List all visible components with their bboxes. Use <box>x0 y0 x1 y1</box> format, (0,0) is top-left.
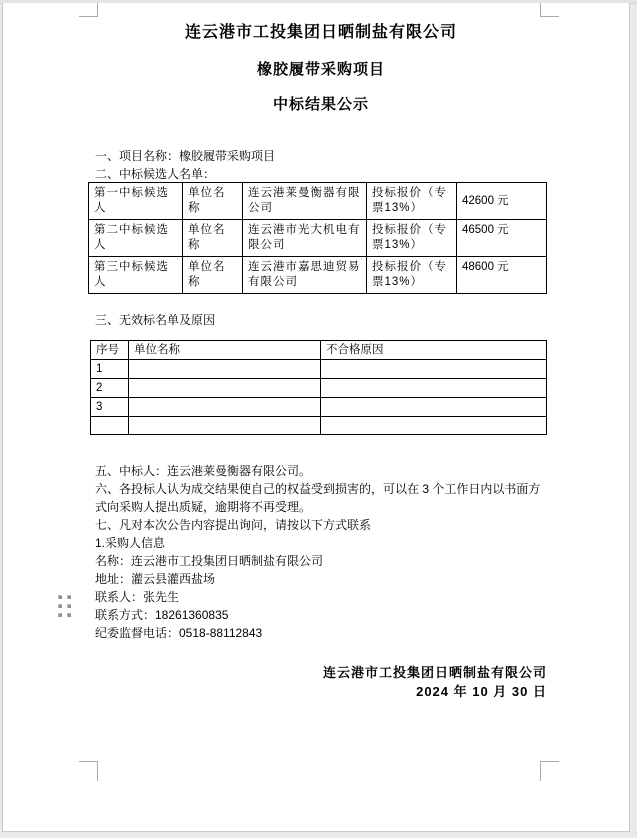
crop-mark-bottom-left-h <box>79 761 97 762</box>
section-objection: 六、各投标人认为成交结果使自己的权益受到损害的，可以在 3 个工作日内以书面方式向采购人提出质疑，逾期将不再受理。 <box>95 482 541 514</box>
candidate-rank: 第二中标候选人 <box>89 220 183 257</box>
dot <box>58 595 62 599</box>
section-inquiry: 七、凡对本次公告内容提出询问，请按以下方式联系 <box>95 518 372 532</box>
col-header-reason: 不合格原因 <box>321 341 547 360</box>
candidate-rank: 第三中标候选人 <box>89 257 183 294</box>
price-label: 投标报价（专票13%） <box>367 257 457 294</box>
candidates-table <box>88 182 547 294</box>
crop-mark-top-right-v <box>540 3 541 17</box>
section-winner: 五、中标人：连云港莱曼衡器有限公司。 <box>95 464 312 478</box>
candidate-price: 46500 元 <box>457 220 547 257</box>
cell-no: 1 <box>91 360 129 379</box>
title-doc-type: 中标结果公示 <box>272 96 369 113</box>
crop-mark-bottom-right-v <box>540 761 541 781</box>
unit-label: 单位名称 <box>183 257 243 294</box>
candidate-company: 连云港市嘉思迪贸易有限公司 <box>243 257 367 294</box>
document-content <box>95 17 547 701</box>
crop-mark-bottom-right-h <box>540 761 559 762</box>
purchaser-info-heading: 1.采购人信息 <box>95 536 166 550</box>
cell-no: 2 <box>91 379 129 398</box>
cell-unit <box>129 398 321 417</box>
candidate-price: 48600 元 <box>457 257 547 294</box>
col-header-no: 序号 <box>91 341 129 360</box>
scroll-anchor-dots-icon <box>58 595 72 618</box>
candidate-row-2 <box>89 220 547 257</box>
contact-person: 联系人：张先生 <box>95 590 180 604</box>
candidate-row-3 <box>89 257 547 294</box>
cell-reason <box>321 360 547 379</box>
candidate-company: 连云港市光大机电有限公司 <box>243 220 367 257</box>
candidate-price: 42600 元 <box>457 183 547 220</box>
unit-label: 单位名称 <box>183 220 243 257</box>
section-project-name: 一、项目名称：橡胶履带采购项目 <box>95 149 276 163</box>
signature-date: 2024 年 10 月 30 日 <box>416 684 547 699</box>
dot <box>67 595 71 599</box>
invalid-table-header <box>91 341 547 360</box>
invalid-bids-table <box>90 340 547 435</box>
cell-reason <box>321 379 547 398</box>
invalid-row-1 <box>91 360 547 379</box>
price-label: 投标报价（专票13%） <box>367 183 457 220</box>
document-page <box>2 3 630 832</box>
signature-block <box>95 663 547 701</box>
dot <box>67 604 71 608</box>
supervision-phone: 纪委监督电话：0518-88112843 <box>95 626 263 640</box>
invalid-row-4 <box>91 417 547 435</box>
cell-unit <box>129 417 321 435</box>
cell-unit <box>129 360 321 379</box>
col-header-unit: 单位名称 <box>129 341 321 360</box>
title-company: 连云港市工投集团日晒制盐有限公司 <box>184 24 457 41</box>
section-candidates-heading: 二、中标候选人名单： <box>95 167 216 181</box>
cell-reason <box>321 398 547 417</box>
dot <box>67 613 71 617</box>
cell-no: 3 <box>91 398 129 417</box>
invalid-row-2 <box>91 379 547 398</box>
signature-company: 连云港市工投集团日晒制盐有限公司 <box>322 665 547 680</box>
candidate-company: 连云港莱曼衡器有限公司 <box>243 183 367 220</box>
purchaser-name: 名称：连云港市工投集团日晒制盐有限公司 <box>95 554 324 568</box>
crop-mark-bottom-left-v <box>97 761 98 781</box>
title-project: 橡胶履带采购项目 <box>256 61 385 78</box>
section-invalid-heading: 三、无效标名单及原因 <box>95 313 216 327</box>
cell-no <box>91 417 129 435</box>
purchaser-address: 地址：灌云县灌西盐场 <box>95 572 216 586</box>
price-label: 投标报价（专票13%） <box>367 220 457 257</box>
candidate-rank: 第一中标候选人 <box>89 183 183 220</box>
cell-unit <box>129 379 321 398</box>
cell-reason <box>321 417 547 435</box>
dot <box>58 613 62 617</box>
candidate-row-1 <box>89 183 547 220</box>
invalid-row-3 <box>91 398 547 417</box>
unit-label: 单位名称 <box>183 183 243 220</box>
contact-phone: 联系方式：18261360835 <box>95 608 229 622</box>
dot <box>58 604 62 608</box>
crop-mark-top-left-v <box>97 3 98 17</box>
